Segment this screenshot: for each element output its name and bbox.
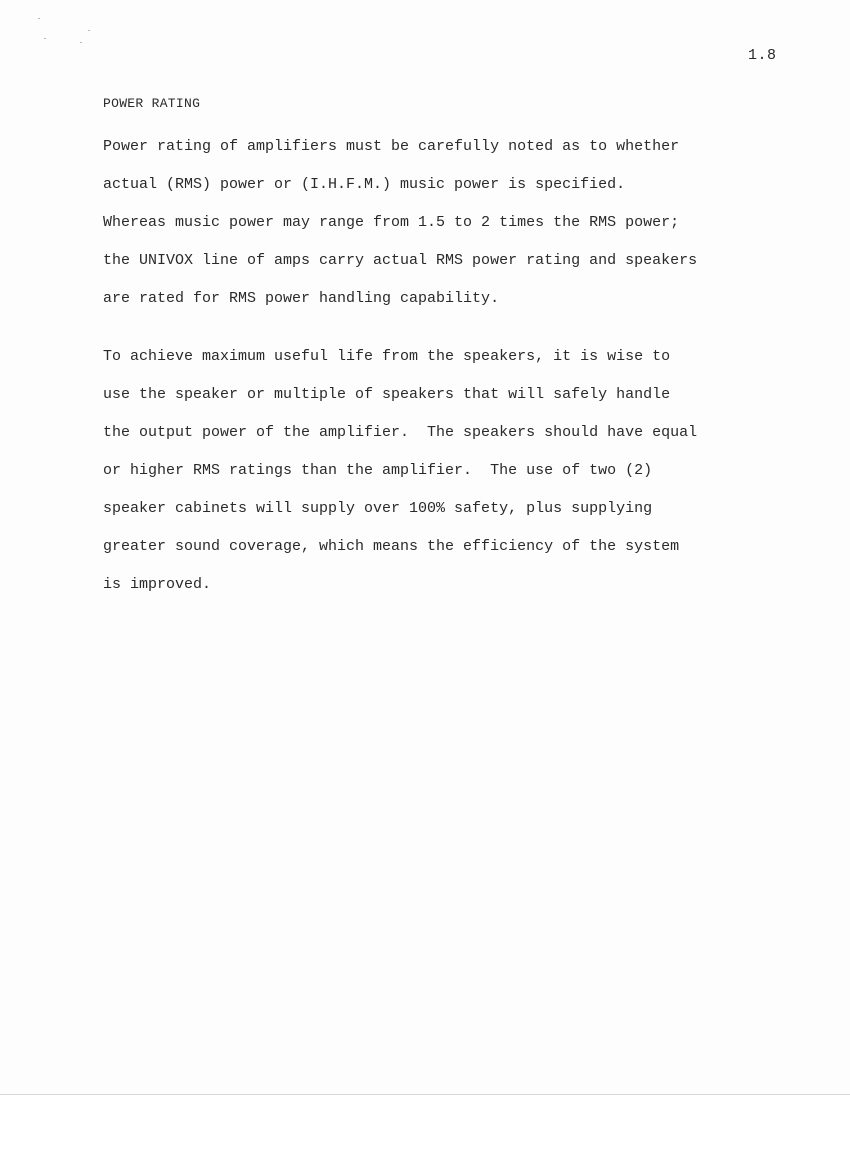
text-line: To achieve maximum useful life from the speakers, it is wise to: [103, 348, 671, 365]
section-heading: POWER RATING: [103, 96, 201, 111]
scan-bottom-edge: [0, 1094, 850, 1170]
scan-speck: [80, 42, 82, 43]
paragraph-speaker-life: [103, 347, 697, 613]
text-line: use the speaker or multiple of speakers that will safely handle: [103, 386, 671, 403]
text-line: Power rating of amplifiers must be carefully noted as to whether: [103, 138, 680, 155]
text-line: the output power of the amplifier. The speakers should have equal: [103, 424, 698, 441]
text-line: or higher RMS ratings than the amplifier. The use of two (2): [103, 462, 653, 479]
paragraph-power-rating: [103, 137, 697, 327]
page-number: 1.8: [748, 47, 777, 64]
text-line: greater sound coverage, which means the efficiency of the system: [103, 538, 680, 555]
text-line: Whereas music power may range from 1.5 to 2 times the RMS power;: [103, 214, 680, 231]
text-line: speaker cabinets will supply over 100% safety, plus supplying: [103, 500, 653, 517]
text-line: the UNIVOX line of amps carry actual RMS power rating and speakers: [103, 252, 698, 269]
scan-speck: [38, 18, 40, 19]
text-line: are rated for RMS power handling capability.: [103, 290, 500, 307]
text-line: actual (RMS) power or (I.H.F.M.) music power is specified.: [103, 176, 626, 193]
scan-speck: [88, 30, 90, 31]
scan-speck: [44, 38, 46, 39]
text-line: is improved.: [103, 576, 212, 593]
